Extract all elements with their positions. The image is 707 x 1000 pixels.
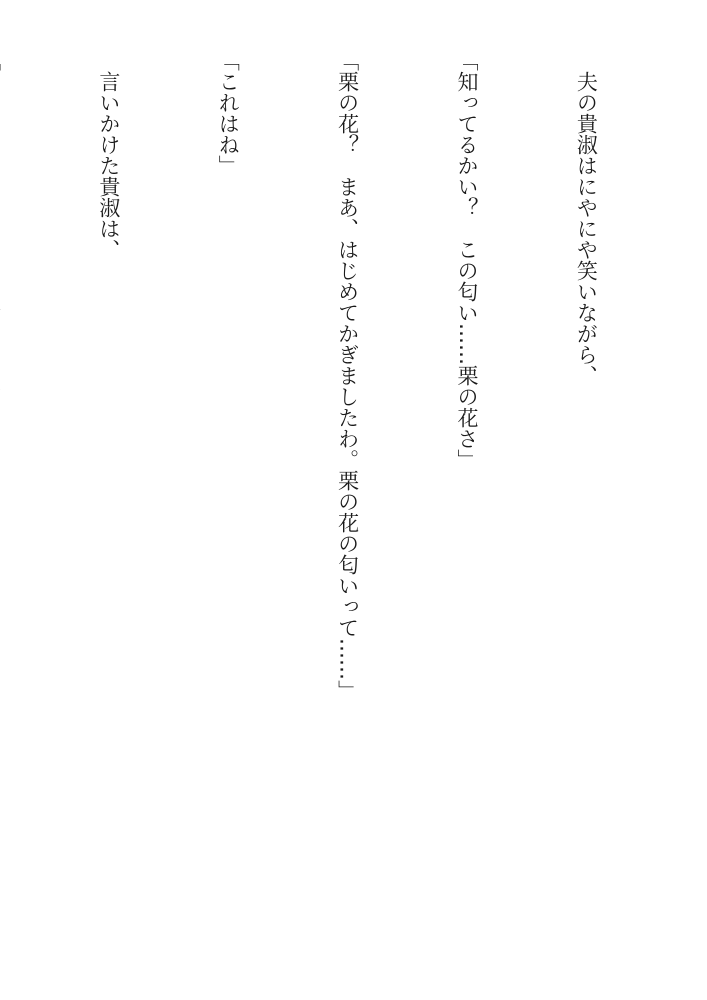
text-line: 夫の貴淑はにやにや笑いながら、 (574, 50, 599, 386)
text-line: 言いかけた貴淑は、 (96, 50, 121, 260)
text-line: 「栗の花？ まあ、はじめてかぎましたわ。栗の花の匂いって……」 (335, 50, 360, 701)
vertical-text-body (0, 50, 685, 980)
text-line (0, 50, 8, 980)
text-line: 「知ってるかい？ この匂い……栗の花さ」 (455, 50, 480, 470)
text-line: 「これはね」 (216, 50, 241, 176)
